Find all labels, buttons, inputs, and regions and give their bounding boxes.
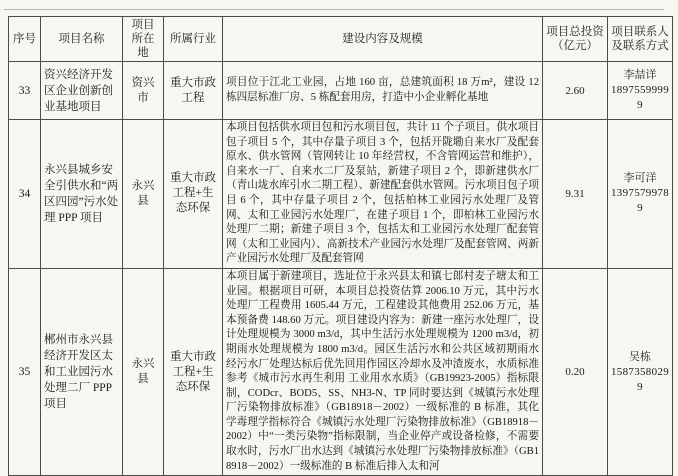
column-header-location <box>123 17 164 62</box>
column-header-contact-line2: 及联系方式 <box>611 40 669 52</box>
table-row <box>9 268 673 475</box>
project-contact <box>608 62 673 120</box>
column-header-investment-line1: 项目总投资 <box>546 26 604 38</box>
column-header-contact <box>608 17 673 62</box>
project-industry: 重大市政工程+生态环保 <box>164 268 223 475</box>
table-row <box>9 62 673 120</box>
column-header-investment <box>543 17 608 62</box>
contact-phone: 13975799789 <box>611 187 669 215</box>
project-content: 本项目包括供水项目包和污水项目包，共计 11 个子项目。供水项目包子项目 5 个，其中存量子项目 3 个，包括开陇墈自来水厂及配套原水、供水管网（管网转让 10 年经营权，不含管网运营和维护），自来水一厂、自来水二厂及泵站，新建子项目 2 个，即新建供水厂（青山垅水库引水二期工程）、新建配套供水管网。污水项目包子项目 6 个，其中存量子项目 2 个，包括柏林工业园污水处理厂及管网、太和工业园污水处理厂，在建子项目 1 个，即柏林工业园污水处理厂二期；新建子项目 3 个，包括太和工业园污水处理厂配套管网（太和工业园内）、高新技术产业园污水处理厂及配套管网、两新产业园污水处理厂及配套管网 <box>223 120 543 269</box>
project-name: 郴州市永兴县经济开发区太和工业园污水处理二厂 PPP 项目 <box>41 268 123 475</box>
project-investment: 0.20 <box>543 268 608 475</box>
project-industry: 重大市政工程+生态环保 <box>164 120 223 269</box>
contact-name: 吴栋 <box>629 350 651 363</box>
column-header-name: 项目名称 <box>41 17 123 62</box>
project-contact <box>608 120 673 269</box>
column-header-no: 序号 <box>9 17 41 62</box>
project-investment: 9.31 <box>543 120 608 269</box>
row-number: 34 <box>9 120 41 269</box>
project-location: 资兴市 <box>123 62 164 120</box>
project-content: 项目位于江北工业园，占地 160 亩，总建筑面积 18 万m²，建设 12 栋四层标准厂房、5 栋配套用房，打造中小企业孵化基地 <box>223 62 543 120</box>
project-industry: 重大市政工程 <box>164 62 223 120</box>
row-number: 33 <box>9 62 41 120</box>
table-row <box>9 120 673 269</box>
contact-name: 李喆详 <box>623 69 657 81</box>
project-table <box>8 16 673 476</box>
project-name: 永兴县城乡安全引供水和“两区四园”污水处理 PPP 项目 <box>41 120 123 269</box>
table-header-row <box>9 17 673 62</box>
project-content: 本项目属于新建项目，选址位于永兴县太和镇七郎村麦子塘太和工业园。根据项目可研，本项目总投资估算 2006.10 万元，其中污水处理厂工程费用 1605.44 万元，工程建设其他费用 252.06 万元，基本预备费 148.60 万元。项目建设内容为：新建一座污水处理厂，设计处理规模为 3000 m3/d，其中生活污水处理规模为 1200 m3/d，初期雨水处理规模为 1800 m3/d。园区生活污水和公共区域初期雨水经污水厂处理达标后优先回用作园区冷却水及冲渣废水，水质标准参考《城市污水再生利用 工业用水水质》（GB19923-2005）指标限制，CODcr、BOD5、SS、NH3-N、TP 同时要达到《城镇污水处理厂污染物排放标准》（GB18918－2002）一级标准的 B 标准，其化学毒理学指标符合《城镇污水处理厂污染物排放标准》（GB18918－2002）中“一类污染物”指标限制，当企业停产或设备检修，不需要取水时，污水厂出水达到《城镇污水处理厂污染物排放标准》（GB18918－2002）一级标准的 B 标准后排入太和河 <box>223 268 543 475</box>
project-location: 永兴县 <box>123 268 164 475</box>
project-contact <box>608 268 673 475</box>
column-header-contact-line1: 项目联系人 <box>611 26 669 38</box>
project-name: 资兴经济开发区企业创新创业基地项目 <box>41 62 123 120</box>
contact-phone: 18975599999 <box>611 84 669 111</box>
column-header-industry: 所属行业 <box>164 17 223 62</box>
column-header-location-line2: 所在地 <box>131 33 155 59</box>
contact-phone: 15873580299 <box>611 365 669 393</box>
scan-artifact-line <box>4 9 664 10</box>
column-header-location-line1: 项目 <box>131 19 155 31</box>
contact-name: 李可洋 <box>623 172 657 185</box>
column-header-investment-line2: （亿元） <box>552 40 598 52</box>
project-investment: 2.60 <box>543 62 608 120</box>
row-number: 35 <box>9 268 41 475</box>
column-header-content: 建设内容及规模 <box>223 17 543 62</box>
project-location: 永兴县 <box>123 120 164 269</box>
